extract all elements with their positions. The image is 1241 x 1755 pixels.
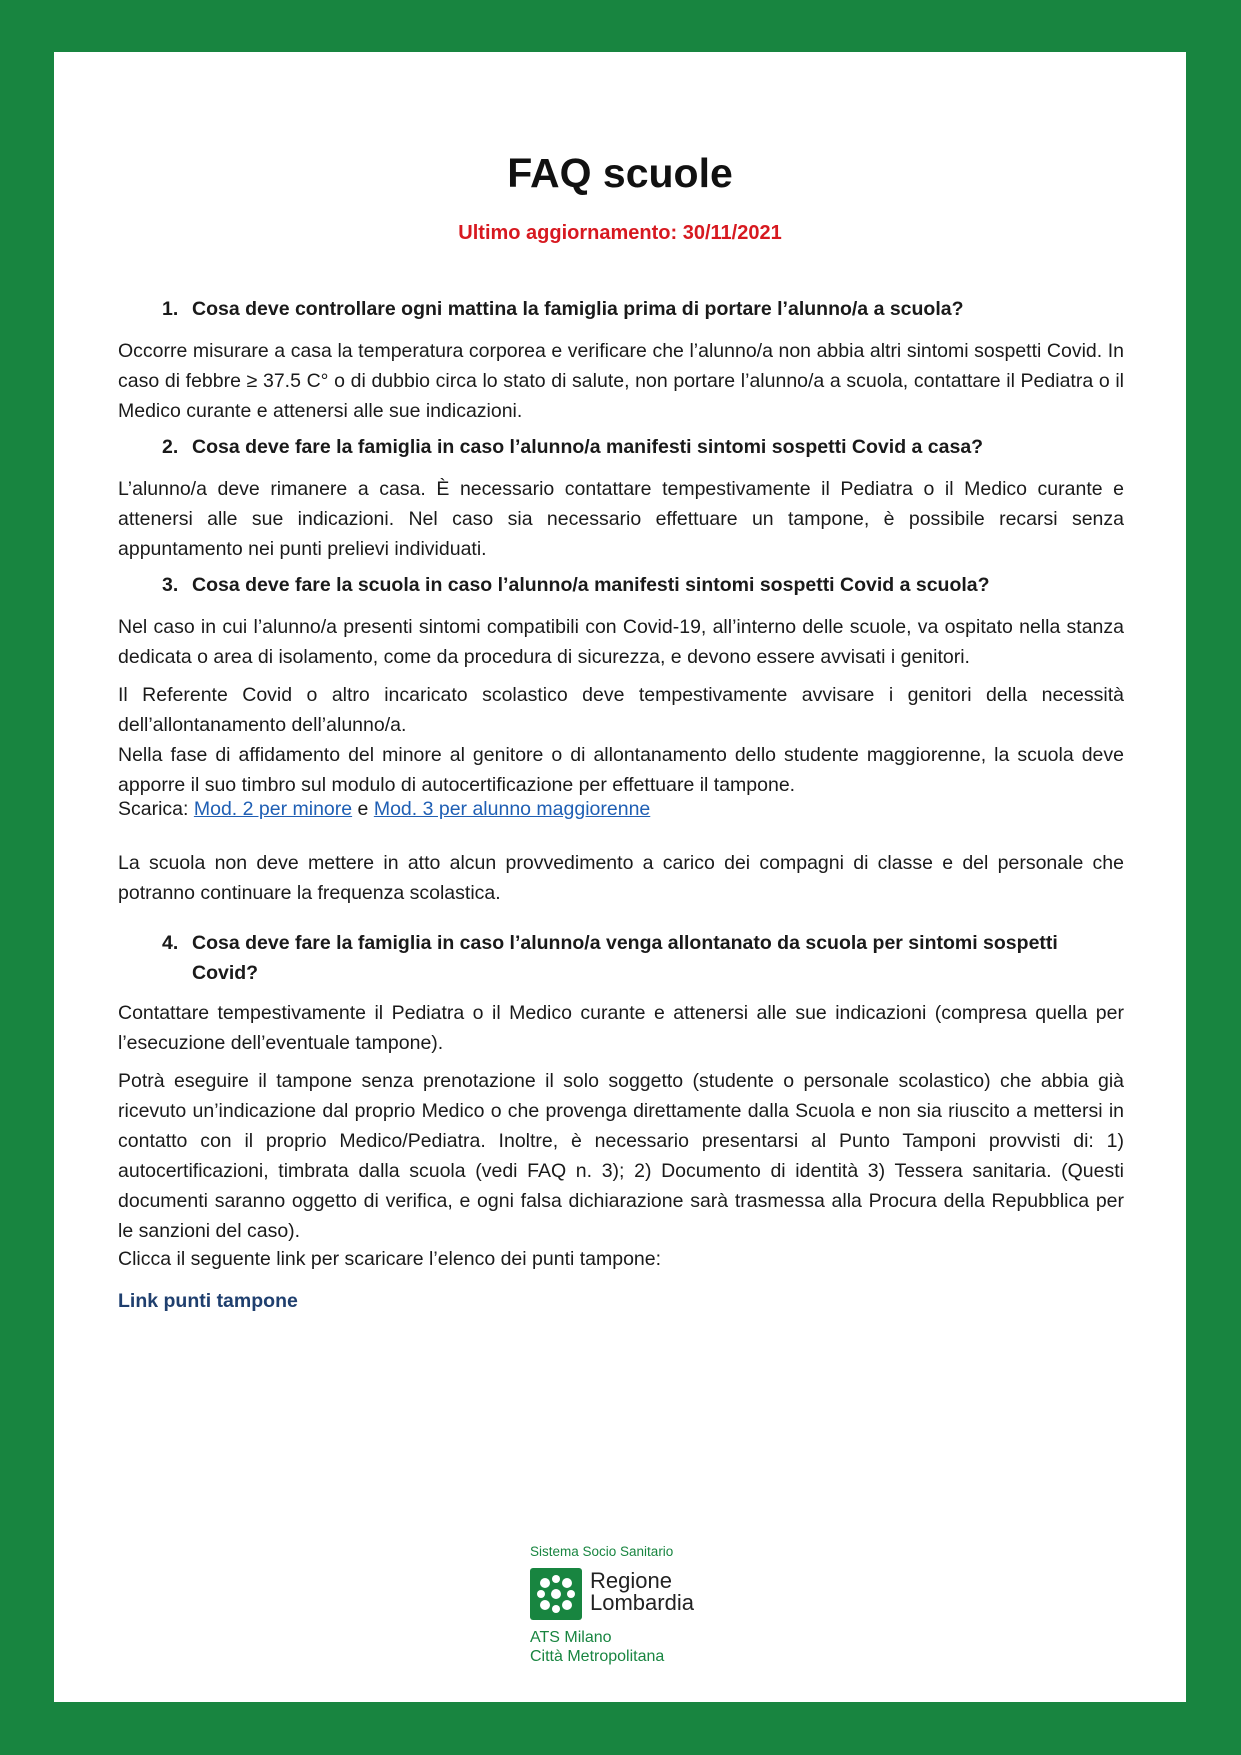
faq-question-text-3: Cosa deve fare la scuola in caso l’alunno/a manifesti sintomi sospetti Covid a scuola?	[192, 574, 990, 596]
faq-number-1: 1.	[162, 298, 179, 320]
faq-answer-1: Occorre misurare a casa la temperatura corporea e verificare che l’alunno/a non abbia altri sintomi sospetti Covid. In caso di febbre ≥ 37.5 C° o di dubbio circa lo stato di salute, non portare l’alunno/a a scuola, contattare il Pediatra o il Medico curante e attenersi alle sue indicazioni.	[118, 340, 1124, 422]
faq-question-text-1: Cosa deve controllare ogni mattina la famiglia prima di portare l’alunno/a a scuola?	[192, 298, 964, 320]
logo-ats-line-2: Città Metropolitana	[530, 1648, 665, 1665]
faq-number-3: 3.	[162, 574, 179, 596]
document-page	[54, 52, 1186, 1702]
faq-answer-3-p1: Nel caso in cui l’alunno/a presenti sintomi compatibili con Covid-19, all’interno delle scuole, va ospitato nella stanza dedicata o area di isolamento, come da procedura di sicurezza, e devono essere avvisati i genitori.	[118, 616, 1124, 668]
regione-lombardia-logo	[530, 1544, 750, 1674]
faq-question-text-4: Cosa deve fare la famiglia in caso l’alunno/a venga allontanato da scuola per sintomi sospetti Covid?	[192, 932, 1058, 984]
logo-ats	[530, 1628, 664, 1666]
faq-question-4	[118, 928, 1124, 988]
faq-question-2	[118, 432, 1124, 462]
download-line	[118, 794, 1124, 824]
rose-camuna-icon	[530, 1568, 582, 1620]
logo-line-2: Lombardia	[590, 1590, 694, 1615]
faq-question-3	[118, 570, 1124, 600]
faq-answer-3-p4: La scuola non deve mettere in atto alcun provvedimento a carico dei compagni di classe e del personale che potranno continuare la frequenza scolastica.	[118, 852, 1124, 904]
faq-answer-4-p2: Potrà eseguire il tampone senza prenotazione il solo soggetto (studente o personale scolastico) che abbia già ricevuto un’indicazione dal proprio Medico o che provenga direttamente dalla Scuola e non sia riuscito a mettersi in contatto con il proprio Medico/Pediatra. Inoltre, è necessario presentarsi al Punto Tamponi provvisti di: 1) autocertificazioni, timbrata dalla scuola (vedi FAQ n. 3); 2) Documento di identità 3) Tessera sanitaria. (Questi documenti saranno oggetto di verifica, e ogni falsa dichiarazione sarà trasmessa alla Procura della Repubblica per le sanzioni del caso).	[118, 1070, 1124, 1242]
logo-ats-line-1: ATS Milano	[530, 1629, 612, 1646]
faq-answer-2: L’alunno/a deve rimanere a casa. È necessario contattare tempestivamente il Pediatra o il Medico curante e attenersi alle sue indicazioni. Nel caso sia necessario effettuare un tampone, è possibile recarsi senza appuntamento nei punti prelievi individuati.	[118, 478, 1124, 560]
page-title: FAQ scuole	[507, 150, 733, 196]
faq-question-text-2: Cosa deve fare la famiglia in caso l’alunno/a manifesti sintomi sospetti Covid a casa?	[192, 436, 984, 458]
faq-answer-4-p1: Contattare tempestivamente il Pediatra o il Medico curante e attenersi alle sue indicazioni (compresa quella per l’esecuzione dell’eventuale tampone).	[118, 1002, 1124, 1054]
faq-answer-3-p2: Il Referente Covid o altro incaricato scolastico deve tempestivamente avvisare i genitori della necessità dell’allontanamento dell’alunno/a.	[118, 684, 1124, 736]
faq-answer-3-p3: Nella fase di affidamento del minore al genitore o di allontanamento dello studente maggiorenne, la scuola deve apporre il suo timbro sul modulo di autocertificazione per effettuare il tampone.	[118, 744, 1124, 796]
mod-2-minor-link[interactable]: Mod. 2 per minore	[193, 798, 353, 820]
download-prefix: Scarica:	[118, 798, 189, 820]
punti-tampone-link[interactable]: Link punti tampone	[118, 1290, 298, 1312]
last-updated: Ultimo aggiornamento: 30/11/2021	[458, 222, 782, 244]
mod-3-adult-link[interactable]: Mod. 3 per alunno maggiorenne	[373, 798, 651, 820]
logo-region-name	[590, 1570, 694, 1614]
faq-number-4: 4.	[162, 932, 179, 954]
logo-top-label: Sistema Socio Sanitario	[530, 1544, 674, 1559]
logo-line-1: Regione	[590, 1568, 672, 1593]
faq-number-2: 2.	[162, 436, 179, 458]
faq-answer-4-p3: Clicca il seguente link per scaricare l’elenco dei punti tampone:	[118, 1248, 662, 1270]
download-conjunction: e	[357, 798, 369, 820]
faq-question-1	[118, 294, 1124, 324]
